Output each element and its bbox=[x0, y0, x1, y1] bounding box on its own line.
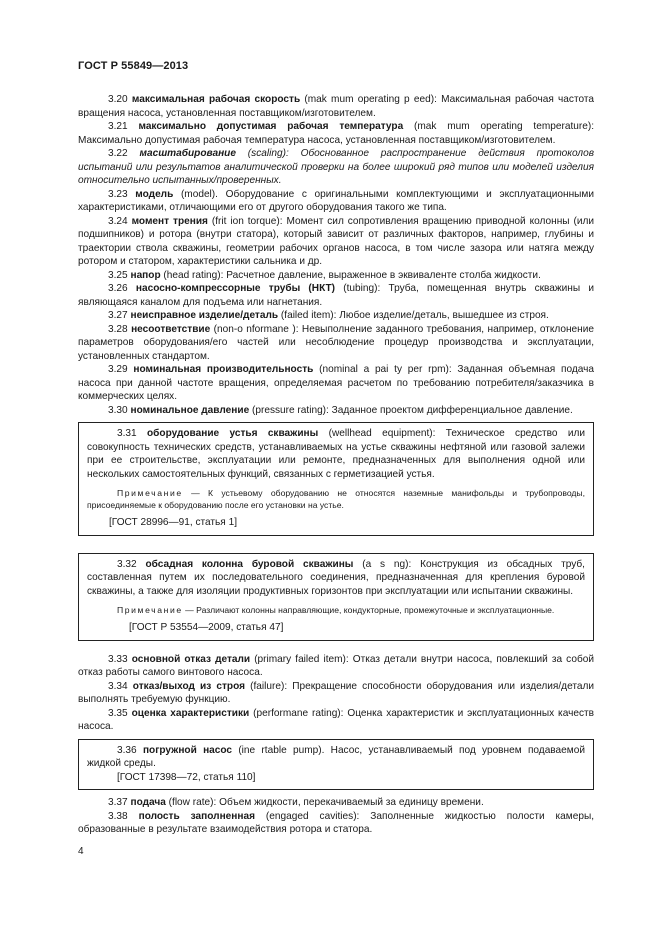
term-3-25: 3.25 напор (head rating): Расчетное давление, выраженное в эквиваленте столба жидкости. bbox=[108, 269, 541, 281]
term-3-29: 3.29 номинальная производительность (nominal a pai ty per rpm): Заданная объемная подача насоса при данной частоте вращения, определяемая расчетом по требованию потребителя/заказчика в коммерческих целях. bbox=[78, 364, 594, 402]
reference-3-32: [ГОСТ Р 53554—2009, статья 47] bbox=[129, 622, 284, 633]
term-box-3-31 bbox=[78, 422, 594, 536]
reference-3-31: [ГОСТ 28996—91, статья 1] bbox=[109, 517, 237, 528]
term-3-35: 3.35 оценка характеристики (performane rating): Оценка характеристик и эксплуатационных качеств насоса. bbox=[78, 707, 594, 732]
term-3-22: 3.22 масштабирование (scaling): Обоснованное распространение действия протоколов испытаний или результатов аналитической проверки на более широкий ряд типов или моделей изделия относительно испытанных/проверенных. bbox=[78, 148, 594, 186]
term-3-24: 3.24 момент трения (frit ion torque): Момент сил сопротивления вращению приводной колонны (или подшипников) и ротора (внутри статора), который зависит от различных факторов, например, глубины и траектории ствола скважины, геометрии рабочих органов насоса, в том числе зазора или натяга между ротором и статором, характеристики сальника и др. bbox=[78, 215, 594, 267]
term-box-3-32 bbox=[78, 553, 594, 641]
term-3-21: 3.21 максимально допустимая рабочая температура (mak mum operating temperature): Максимально допустимая рабочая температура насоса, установленная поставщиком/изготовителем. bbox=[78, 121, 594, 146]
page-number: 4 bbox=[78, 846, 84, 857]
term-3-23: 3.23 модель (model). Оборудование с оригинальными комплектующими и эксплуатационными характеристиками, отличающими его от другого оборудования такого же типа. bbox=[78, 188, 594, 213]
term-3-36: 3.36 погружной насос (ine rtable pump). Насос, устанавливаемый под уровнем подаваемой жидкой среды. bbox=[87, 744, 585, 769]
term-3-28: 3.28 несоответствие (non-o nformane ): Невыполнение заданного требования, например, отклонение параметров оборудования/его частей или несоблюдение процедур производства и эксплуатации, установленных стандартом. bbox=[78, 323, 594, 362]
term-3-33: 3.33 основной отказ детали (primary failed item): Отказ детали внутри насоса, повлекший за собой отказ работы самого винтового насоса. bbox=[78, 653, 594, 678]
term-3-30: 3.30 номинальное давление (pressure rating): Заданное проектом дифференциальное давление. bbox=[108, 404, 573, 416]
document-body bbox=[78, 93, 594, 837]
note-3-31: Примечание — К устьевому оборудованию не относятся наземные манифольды и трубопроводы, присоединяемые к оборудованию после его установки на устье. bbox=[87, 488, 585, 510]
document-header: ГОСТ Р 55849—2013 bbox=[78, 60, 189, 72]
term-3-26: 3.26 насосно-компрессорные трубы (НКТ) (tubing): Труба, помещенная внутрь скважины и являющаяся каналом для подъема или нагнетания. bbox=[78, 283, 594, 308]
term-3-32: 3.32 обсадная колонна буровой скважины (a s ng): Конструкция из обсадных труб, составленная путем их последовательного соединения, предназначенная для крепления буровой скважины, а также для изоляции продуктивных горизонтов при эксплуатации или испытании скважины. bbox=[87, 558, 585, 597]
term-3-27: 3.27 неисправное изделие/деталь (failed item): Любое изделие/деталь, вышедшее из строя. bbox=[108, 310, 549, 321]
term-3-34: 3.34 отказ/выход из строя (failure): Прекращение способности оборудования или изделия/детали выполнять требуемую функцию. bbox=[78, 680, 594, 705]
term-box-3-36 bbox=[78, 739, 594, 791]
term-3-37: 3.37 подача (flow rate): Объем жидкости, перекачиваемый за единицу времени. bbox=[108, 797, 484, 808]
note-3-32: Примечание — Различают колонны направляющие, кондукторные, промежуточные и эксплуатационные. bbox=[117, 605, 555, 615]
reference-3-36: [ГОСТ 17398—72, статья 110] bbox=[117, 771, 256, 783]
term-3-38: 3.38 полость заполненная (engaged cavities): Заполненные жидкостью полости камеры, образованные в результате взаимодействия ротора и статора. bbox=[78, 810, 595, 835]
term-3-20: 3.20 максимальная рабочая скорость (mak mum operating p eed): Максимальная рабочая частота вращения насоса, установленная поставщиком/изготовителем. bbox=[78, 94, 594, 119]
term-3-31: 3.31 оборудование устья скважины (wellhead equipment): Техническое средство или совокупность технических средств, устанавливаемых на устье скважины нефтяной или газовой залежи при ее строительстве, эксплуатации или ремонте, предназначенных для выполнения одной или нескольких самостоятельных функций, связанных с герметизацией устья. bbox=[87, 428, 585, 480]
